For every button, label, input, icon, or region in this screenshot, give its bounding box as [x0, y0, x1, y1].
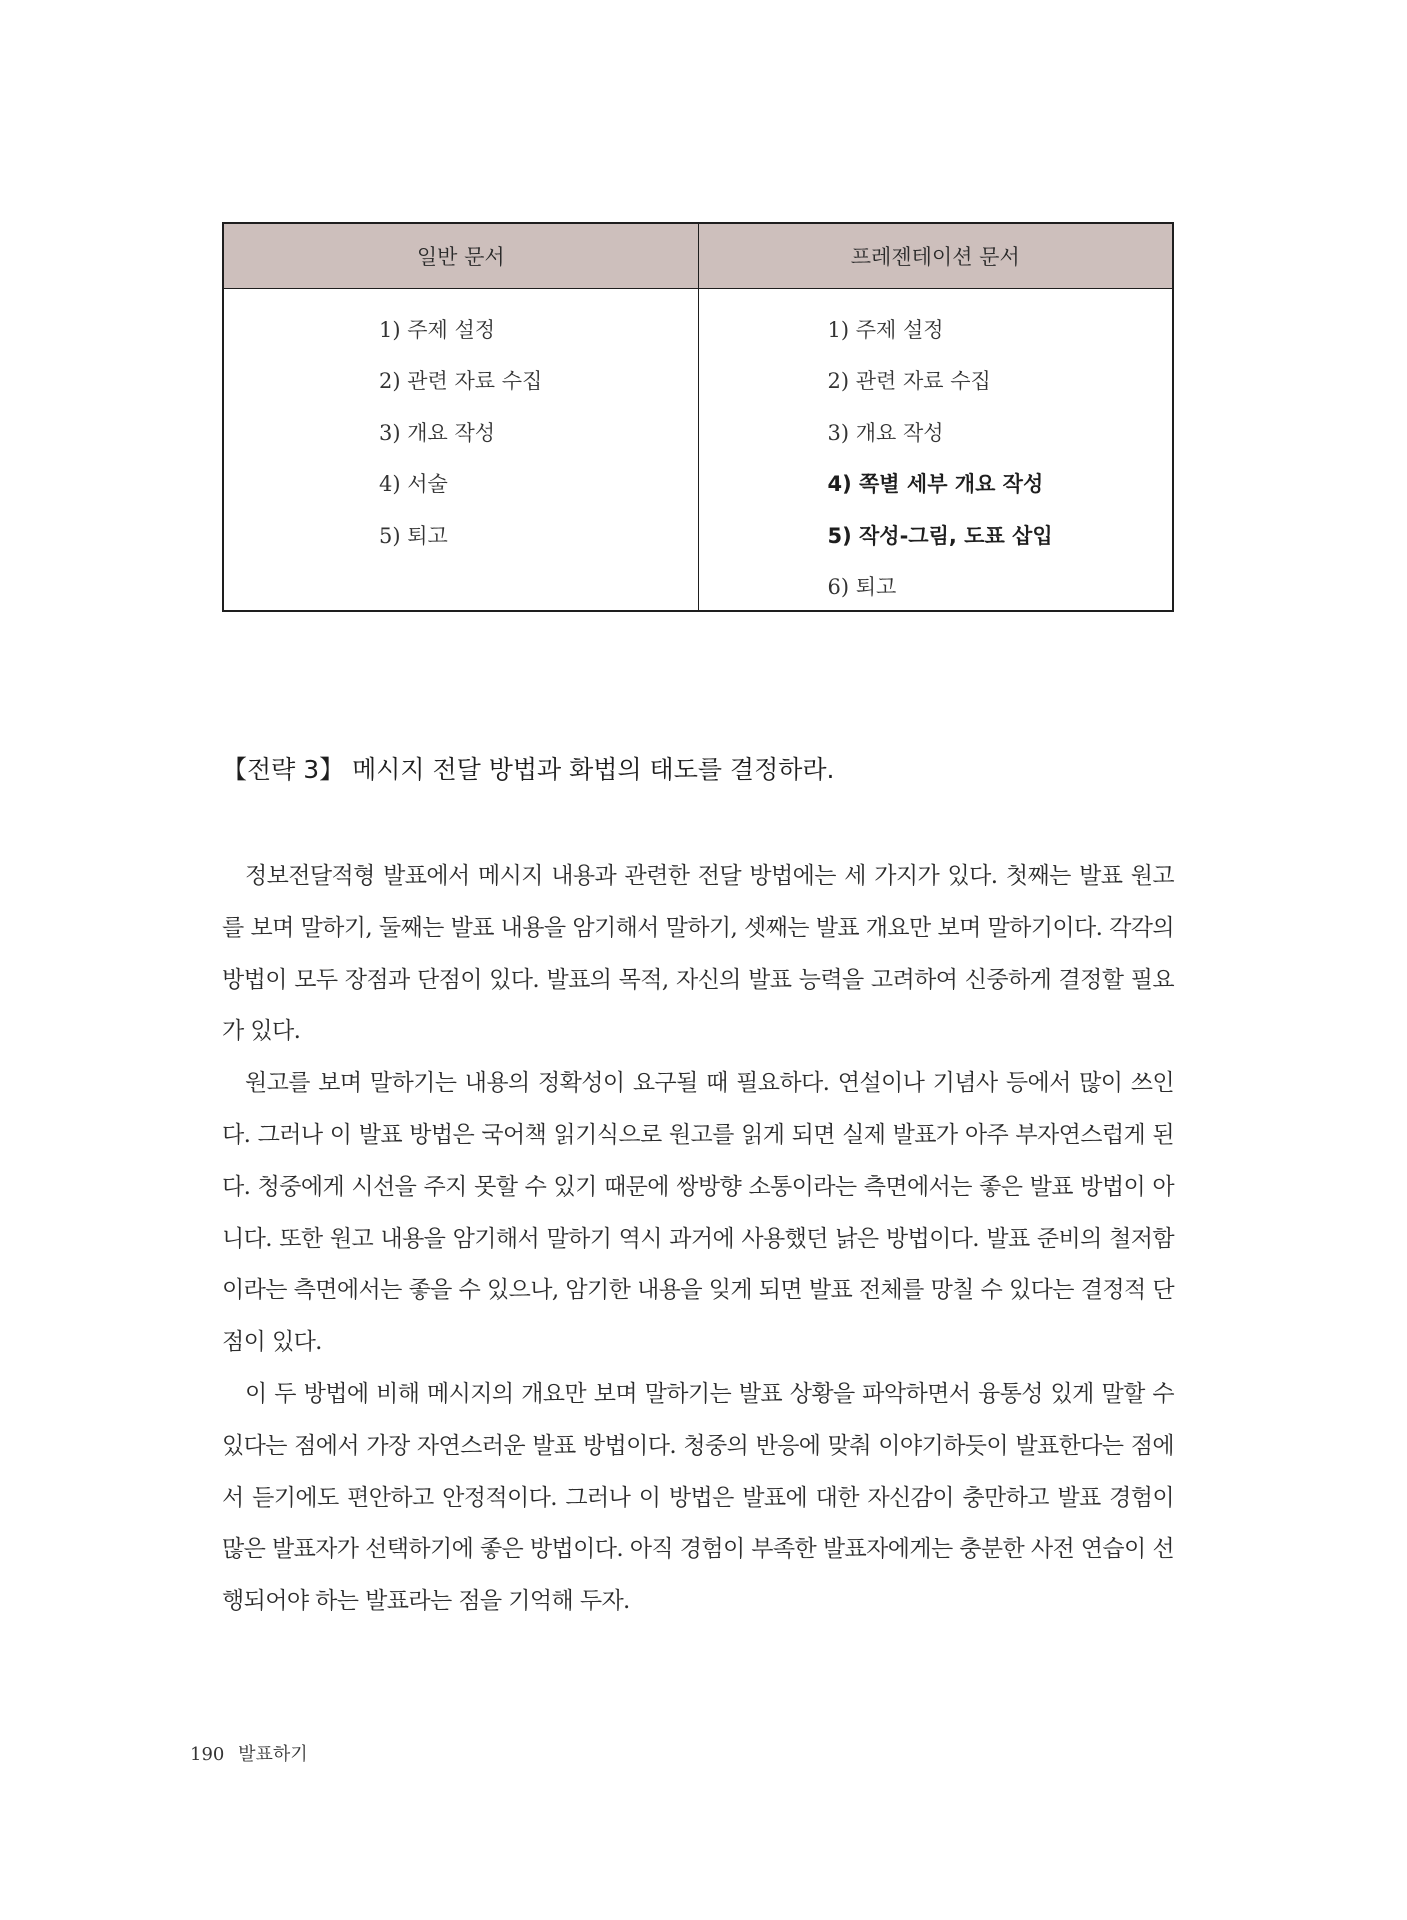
general-steps-list — [379, 305, 542, 562]
presentation-step-4: 4) 쪽별 세부 개요 작성 — [827, 472, 1044, 497]
table-header-row — [224, 224, 1172, 289]
general-step-5: 5) 퇴고 — [379, 523, 448, 548]
section-heading: 【전략 3】 메시지 전달 방법과 화법의 태도를 결정하라. — [222, 755, 835, 784]
general-step-3: 3) 개요 작성 — [379, 420, 496, 445]
paragraph-3: 이 두 방법에 비해 메시지의 개요만 보며 말하기는 발표 상황을 파악하면서 융통성 있게 말할 수 있다는 점에서 가장 자연스러운 발표 방법이다. 청중의 반응에 맞춰 이야기하듯이 발표한다는 점에서 듣기에도 편안하고 안정적이다. 그러나 이 방법은 발표에 대한 자신감이 충만하고 발표 경험이 많은 발표자가 선택하기에 좋은 방법이다. 아직 경험이 부족한 발표자에게는 충분한 사전 연습이 선행되어야 하는 발표라는 점을 기억해 두자. — [222, 1380, 1174, 1615]
presentation-step-5: 5) 작성-그림, 도표 삽입 — [827, 523, 1053, 548]
header-general-document: 일반 문서 — [416, 245, 505, 269]
page-number: 190 — [190, 1744, 225, 1765]
table-body-row — [224, 289, 1172, 610]
header-presentation-document: 프레젠테이션 문서 — [698, 224, 1173, 288]
page-footer — [190, 1740, 308, 1766]
presentation-step-6: 6) 퇴고 — [827, 574, 897, 599]
comparison-table — [222, 222, 1174, 612]
general-step-4: 4) 서술 — [379, 472, 448, 497]
running-title: 발표하기 — [238, 1744, 308, 1765]
presentation-step-2: 2) 관련 자료 수집 — [827, 369, 991, 394]
paragraph-1: 정보전달적형 발표에서 메시지 내용과 관련한 전달 방법에는 세 가지가 있다. 첫째는 발표 원고를 보며 말하기, 둘째는 발표 내용을 암기해서 말하기, 셋째는 발표 개요만 보며 말하기이다. 각각의 방법이 모두 장점과 단점이 있다. 발표의 목적, 자신의 발표 능력을 고려하여 신중하게 결정할 필요가 있다. — [222, 863, 1174, 1045]
presentation-document-column — [698, 289, 1173, 610]
presentation-step-1: 1) 주제 설정 — [827, 318, 944, 342]
paragraph-2: 원고를 보며 말하기는 내용의 정확성이 요구될 때 필요하다. 연설이나 기념사 등에서 많이 쓰인다. 그러나 이 발표 방법은 국어책 읽기식으로 원고를 읽게 되면 실제 발표가 아주 부자연스럽게 된다. 청중에게 시선을 주지 못할 수 있기 때문에 쌍방향 소통이라는 측면에서는 좋은 발표 방법이 아니다. 또한 원고 내용을 암기해서 말하기 역시 과거에 사용했던 낡은 방법이다. 발표 준비의 철저함이라는 측면에서는 좋을 수 있으나, 암기한 내용을 잊게 되면 발표 전체를 망칠 수 있다는 결정적 단점이 있다. — [222, 1070, 1174, 1356]
general-step-2: 2) 관련 자료 수집 — [379, 369, 543, 394]
presentation-steps-list — [828, 305, 1053, 613]
body-text — [222, 851, 1174, 1628]
presentation-step-3: 3) 개요 작성 — [827, 420, 944, 445]
general-document-column — [224, 289, 698, 610]
general-step-1: 1) 주제 설정 — [379, 318, 496, 342]
